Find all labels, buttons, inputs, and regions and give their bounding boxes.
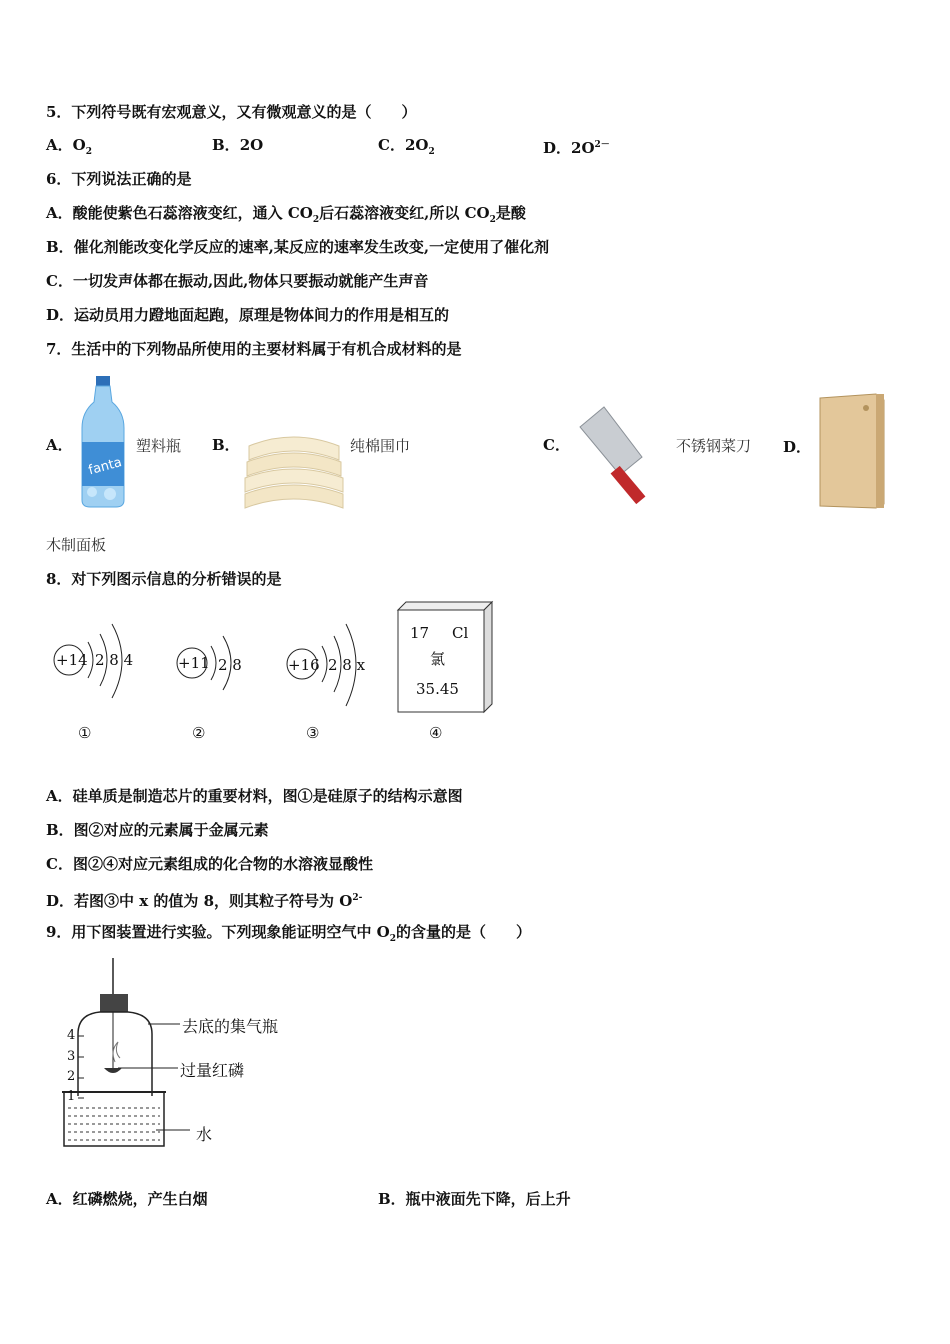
q8-stem: 8．对下列图示信息的分析错误的是 — [46, 570, 282, 588]
q6-option-c[interactable]: C．一切发声体都在振动,因此,物体只要振动就能产生声音 — [46, 272, 429, 290]
element-atomic-mass: 35.45 — [416, 680, 459, 698]
diagram-3-marker: ③ — [306, 724, 320, 742]
element-atomic-number: 17 — [410, 624, 430, 642]
q5-option-d[interactable]: D．$2O^{2-}$ — [543, 139, 610, 157]
q5-option-b[interactable]: B．2O — [212, 136, 264, 154]
atom-1-nucleus: +14 — [56, 651, 88, 669]
q5-option-c[interactable]: C．$2O_2$ — [378, 136, 435, 157]
q7-option-c-key[interactable]: C． — [543, 436, 570, 454]
q7-option-a-key[interactable]: A． — [46, 436, 73, 454]
atom-3-shells: 2 8 x — [328, 656, 366, 674]
atom-3-nucleus: +16 — [288, 656, 320, 674]
q9-stem: 9．用下图装置进行实验。下列现象能证明空气中 $O_2$的含量的是（ ） — [46, 923, 532, 944]
plastic-bottle-icon — [80, 376, 126, 508]
svg-text:fanta: fanta — [86, 455, 124, 479]
scale-4: 4 — [67, 1028, 76, 1043]
q7-option-c-label: 不锈钢菜刀 — [676, 437, 752, 455]
label-bottomless-gas-jar: 去底的集气瓶 — [182, 1017, 279, 1036]
q7-option-a-label: 塑料瓶 — [136, 437, 182, 455]
experiment-apparatus — [60, 958, 190, 1150]
q9-option-b[interactable]: B．瓶中液面先下降，后上升 — [378, 1190, 571, 1208]
element-symbol: Cl — [452, 624, 469, 642]
scale-2: 2 — [67, 1069, 76, 1084]
diagram-4-marker: ④ — [429, 724, 443, 742]
atom-2-nucleus: +11 — [178, 654, 210, 672]
cotton-towel-icon — [243, 418, 345, 510]
atom-2-shells: 2 8 — [218, 656, 242, 674]
q6-option-a[interactable]: A．酸能使紫色石蕊溶液变红，通入 $CO_2$后石蕊溶液变红,所以 $CO_2$是酸 — [46, 204, 526, 225]
q5-option-a[interactable]: A．$O_2$ — [46, 136, 92, 157]
label-excess-red-phosphorus: 过量红磷 — [180, 1061, 245, 1080]
q8-option-a[interactable]: A．硅单质是制造芯片的重要材料，图①是硅原子的结构示意图 — [46, 787, 463, 805]
q7-option-d-label: 木制面板 — [46, 536, 107, 554]
wooden-board-icon — [816, 394, 886, 510]
atom-1-shells: 2 8 4 — [95, 651, 134, 669]
q8-option-c[interactable]: C．图②④对应元素组成的化合物的水溶液显酸性 — [46, 855, 373, 873]
q6-option-b[interactable]: B．催化剂能改变化学反应的速率,某反应的速率发生改变,一定使用了催化剂 — [46, 238, 550, 256]
q8-option-b[interactable]: B．图②对应的元素属于金属元素 — [46, 821, 269, 839]
steel-knife-icon — [576, 405, 668, 509]
scale-1: 1 — [67, 1089, 76, 1104]
diagram-2-marker: ② — [192, 724, 206, 742]
element-name: 氯 — [430, 650, 446, 668]
diagram-1-marker: ① — [78, 724, 92, 742]
q6-option-d[interactable]: D．运动员用力蹬地面起跑，原理是物体间力的作用是相互的 — [46, 306, 450, 324]
q7-stem: 7．生活中的下列物品所使用的主要材料属于有机合成材料的是 — [46, 340, 462, 358]
q7-option-d-key[interactable]: D． — [783, 438, 812, 456]
q5-stem: 5．下列符号既有宏观意义，又有微观意义的是（ ） — [46, 103, 417, 121]
q7-option-b-label: 纯棉围巾 — [350, 437, 411, 455]
q8-option-d[interactable]: D．若图③中 x 的值为 8，则其粒子符号为 $O^{2-}$ — [46, 892, 363, 910]
q7-option-b-key[interactable]: B． — [212, 436, 240, 454]
q9-option-a[interactable]: A．红磷燃烧，产生白烟 — [46, 1190, 208, 1208]
scale-3: 3 — [67, 1049, 76, 1064]
q6-stem: 6．下列说法正确的是 — [46, 170, 192, 188]
label-water: 水 — [196, 1125, 213, 1144]
